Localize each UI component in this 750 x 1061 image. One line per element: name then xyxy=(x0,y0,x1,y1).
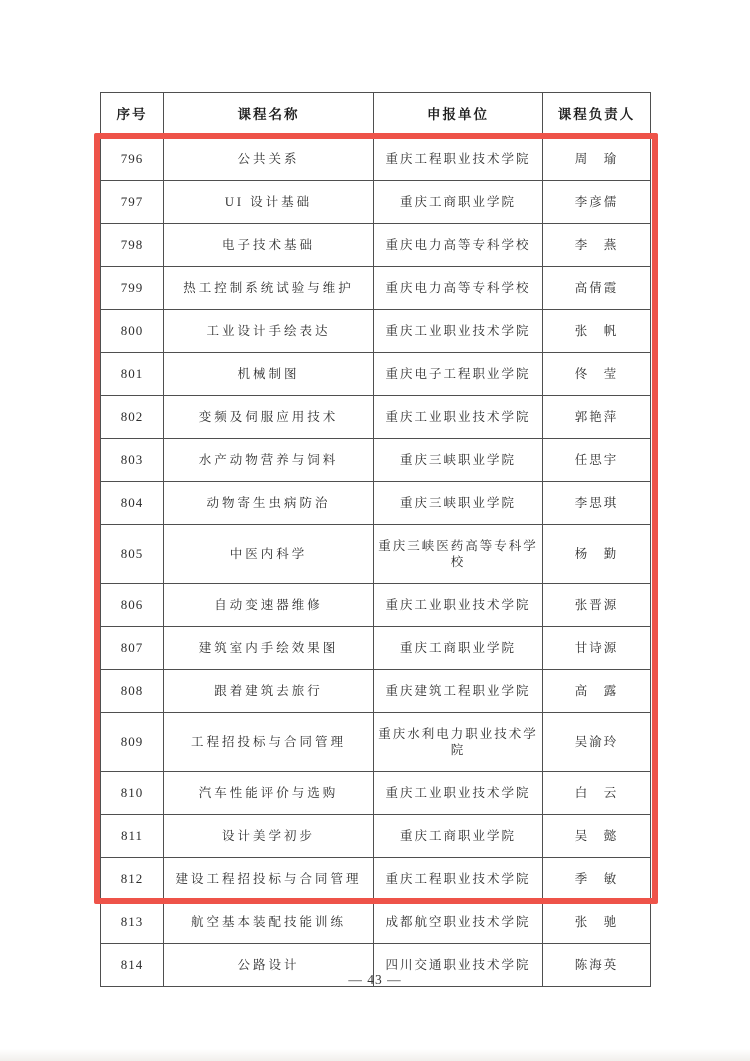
course-table-container xyxy=(100,92,650,987)
cell-id: 804 xyxy=(101,482,164,525)
cell-person: 吴渝玲 xyxy=(543,713,651,772)
table-row xyxy=(101,138,651,181)
cell-id: 800 xyxy=(101,310,164,353)
cell-person: 郭艳萍 xyxy=(543,396,651,439)
cell-person: 佟 莹 xyxy=(543,353,651,396)
cell-id: 803 xyxy=(101,439,164,482)
cell-unit: 成都航空职业技术学院 xyxy=(374,901,543,944)
table-row xyxy=(101,713,651,772)
cell-unit: 重庆工业职业技术学院 xyxy=(374,396,543,439)
cell-unit: 重庆工业职业技术学院 xyxy=(374,310,543,353)
cell-course: 建设工程招投标与合同管理 xyxy=(164,858,374,901)
cell-person: 甘诗源 xyxy=(543,627,651,670)
cell-id: 810 xyxy=(101,772,164,815)
cell-unit: 重庆工程职业技术学院 xyxy=(374,858,543,901)
cell-course: 跟着建筑去旅行 xyxy=(164,670,374,713)
column-header-person: 课程负责人 xyxy=(543,93,651,138)
column-header-unit: 申报单位 xyxy=(374,93,543,138)
cell-person: 白 云 xyxy=(543,772,651,815)
table-row xyxy=(101,627,651,670)
cell-course: 热工控制系统试验与维护 xyxy=(164,267,374,310)
cell-id: 798 xyxy=(101,224,164,267)
cell-id: 802 xyxy=(101,396,164,439)
table-row xyxy=(101,224,651,267)
cell-unit: 重庆工业职业技术学院 xyxy=(374,772,543,815)
course-table xyxy=(100,92,651,987)
cell-unit: 重庆电力高等专科学校 xyxy=(374,224,543,267)
cell-course: 机械制图 xyxy=(164,353,374,396)
table-row xyxy=(101,901,651,944)
cell-course: 公共关系 xyxy=(164,138,374,181)
cell-id: 801 xyxy=(101,353,164,396)
cell-unit: 重庆工业职业技术学院 xyxy=(374,584,543,627)
cell-person: 李 燕 xyxy=(543,224,651,267)
page-number: — 43 — xyxy=(348,972,402,987)
course-table-header xyxy=(101,93,651,138)
cell-person: 任思宇 xyxy=(543,439,651,482)
cell-unit: 重庆工商职业学院 xyxy=(374,181,543,224)
cell-person: 吴 懿 xyxy=(543,815,651,858)
cell-course: 航空基本装配技能训练 xyxy=(164,901,374,944)
cell-course: 水产动物营养与饲料 xyxy=(164,439,374,482)
course-table-body xyxy=(101,138,651,987)
cell-unit: 重庆工商职业学院 xyxy=(374,815,543,858)
cell-id: 805 xyxy=(101,525,164,584)
cell-person: 周 瑜 xyxy=(543,138,651,181)
table-row xyxy=(101,858,651,901)
cell-course: 自动变速器维修 xyxy=(164,584,374,627)
table-row xyxy=(101,439,651,482)
cell-person: 陈海英 xyxy=(543,944,651,987)
cell-id: 806 xyxy=(101,584,164,627)
cell-person: 高倩霞 xyxy=(543,267,651,310)
cell-id: 797 xyxy=(101,181,164,224)
table-row xyxy=(101,181,651,224)
cell-unit: 重庆三峡职业学院 xyxy=(374,482,543,525)
cell-person: 高 露 xyxy=(543,670,651,713)
cell-unit: 重庆电力高等专科学校 xyxy=(374,267,543,310)
cell-unit: 重庆电子工程职业学院 xyxy=(374,353,543,396)
cell-person: 张 驰 xyxy=(543,901,651,944)
table-row xyxy=(101,584,651,627)
column-header-course: 课程名称 xyxy=(164,93,374,138)
cell-unit: 四川交通职业技术学院 xyxy=(374,944,543,987)
table-row xyxy=(101,482,651,525)
cell-unit: 重庆建筑工程职业学院 xyxy=(374,670,543,713)
cell-id: 807 xyxy=(101,627,164,670)
cell-course: 工程招投标与合同管理 xyxy=(164,713,374,772)
table-row xyxy=(101,396,651,439)
cell-id: 812 xyxy=(101,858,164,901)
cell-unit: 重庆水利电力职业技术学院 xyxy=(374,713,543,772)
header-row xyxy=(101,93,651,138)
cell-id: 813 xyxy=(101,901,164,944)
table-row xyxy=(101,815,651,858)
cell-id: 809 xyxy=(101,713,164,772)
cell-course: 公路设计 xyxy=(164,944,374,987)
cell-person: 季 敏 xyxy=(543,858,651,901)
cell-unit: 重庆工商职业学院 xyxy=(374,627,543,670)
cell-id: 814 xyxy=(101,944,164,987)
table-row xyxy=(101,525,651,584)
table-row xyxy=(101,670,651,713)
table-row xyxy=(101,267,651,310)
cell-course: 中医内科学 xyxy=(164,525,374,584)
cell-person: 李思琪 xyxy=(543,482,651,525)
cell-person: 张 帆 xyxy=(543,310,651,353)
cell-course: UI 设计基础 xyxy=(164,181,374,224)
cell-course: 工业设计手绘表达 xyxy=(164,310,374,353)
page-footer xyxy=(0,972,750,988)
cell-id: 808 xyxy=(101,670,164,713)
table-row xyxy=(101,772,651,815)
cell-course: 电子技术基础 xyxy=(164,224,374,267)
cell-course: 变频及伺服应用技术 xyxy=(164,396,374,439)
cell-person: 张晋源 xyxy=(543,584,651,627)
cell-course: 汽车性能评价与选购 xyxy=(164,772,374,815)
cell-course: 建筑室内手绘效果图 xyxy=(164,627,374,670)
cell-id: 811 xyxy=(101,815,164,858)
cell-person: 杨 勤 xyxy=(543,525,651,584)
cell-id: 799 xyxy=(101,267,164,310)
cell-unit: 重庆三峡职业学院 xyxy=(374,439,543,482)
cell-id: 796 xyxy=(101,138,164,181)
cell-course: 设计美学初步 xyxy=(164,815,374,858)
table-row xyxy=(101,310,651,353)
table-row xyxy=(101,353,651,396)
cell-course: 动物寄生虫病防治 xyxy=(164,482,374,525)
column-header-id: 序号 xyxy=(101,93,164,138)
cell-person: 李彦儒 xyxy=(543,181,651,224)
cell-unit: 重庆工程职业技术学院 xyxy=(374,138,543,181)
cell-unit: 重庆三峡医药高等专科学校 xyxy=(374,525,543,584)
